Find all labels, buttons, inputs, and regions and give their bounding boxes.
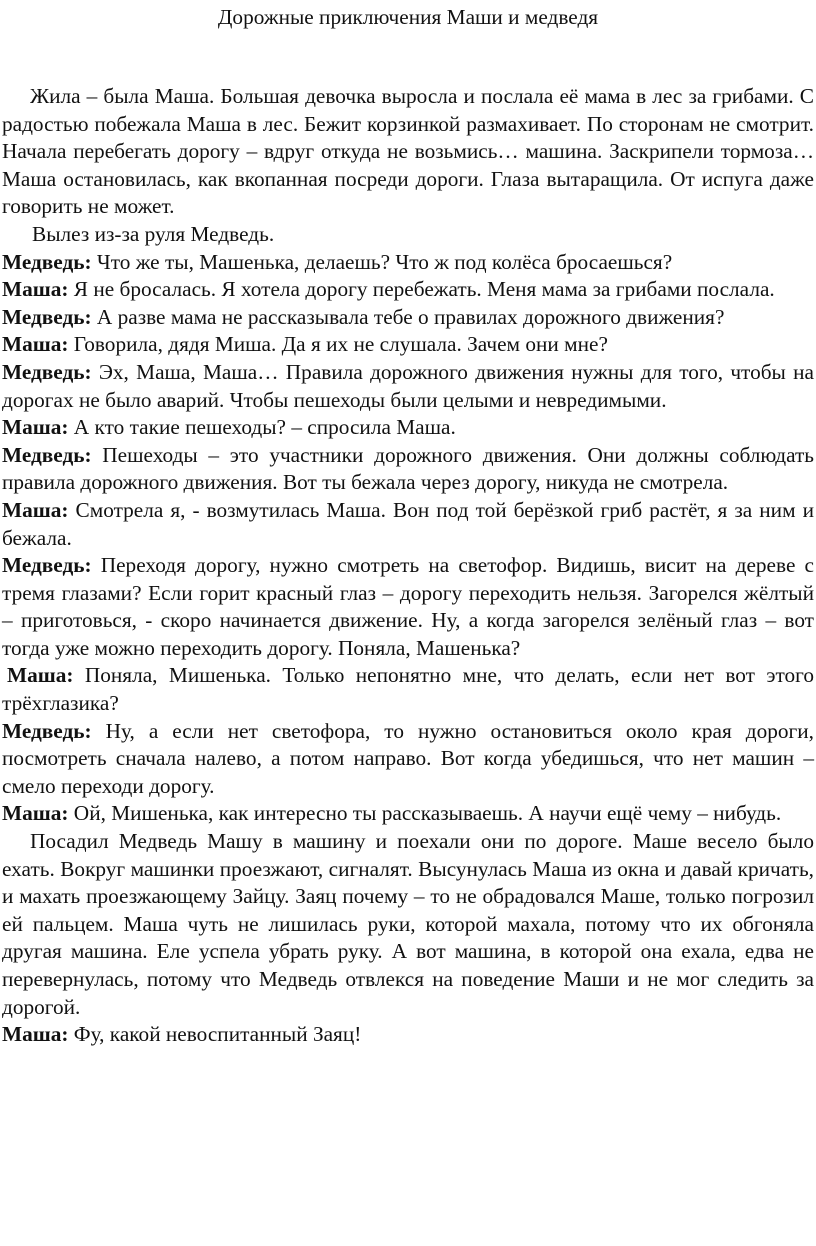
dialogue-text: Переходя дорогу, нужно смотреть на светофор. Видишь, висит на дереве с тремя глазами? Если горит красный глаз – дорогу переходить нельзя. Загорелся жёлтый – приготовься, - скоро начинается движение. Ну, а когда загорелся зелёный глаз – вот тогда уже можно переходить дорогу. Поняла, Машенька?	[2, 553, 814, 660]
speaker-label: Маша:	[2, 415, 69, 440]
dialogue-line	[2, 304, 814, 332]
speaker-label: Медведь:	[2, 249, 92, 274]
dialogue-text: Пешеходы – это участники дорожного движения. Они должны соблюдать правила дорожного движения. Вот ты бежала через дорогу, никуда не смотрела.	[2, 442, 814, 495]
dialogue-line	[2, 497, 814, 552]
dialogue-text: Говорила, дядя Миша. Да я их не слушала. Зачем они мне?	[68, 332, 608, 357]
dialogue-text: Что же ты, Машенька, делаешь? Что ж под колёса бросаешься?	[91, 249, 673, 274]
dialogue-line	[2, 331, 814, 359]
dialogue-line	[2, 1021, 814, 1049]
paragraph-ride	[2, 828, 814, 1021]
speaker-label: Маша:	[2, 1022, 69, 1047]
speaker-label: Маша:	[7, 663, 74, 688]
dialogue-text: А кто такие пешеходы? – спросила Маша.	[68, 415, 456, 440]
title-spacer	[2, 31, 814, 83]
dialogue-line	[2, 442, 814, 497]
dialogue-text: Смотрела я, - возмутилась Маша. Вон под той берёзкой гриб растёт, я за ним и бежала.	[2, 497, 814, 550]
paragraph-bear-appears	[2, 221, 814, 249]
dialogue-text: Ой, Мишенька, как интересно ты рассказываешь. А научи ещё чему – нибудь.	[68, 801, 782, 826]
speaker-label: Медведь:	[2, 442, 92, 467]
dialogue-text: Эх, Маша, Маша… Правила дорожного движения нужны для того, чтобы на дорогах не было аварий. Чтобы пешеходы были целыми и невредимыми.	[2, 359, 814, 412]
dialogue-line	[2, 800, 814, 828]
speaker-label: Медведь:	[2, 718, 92, 743]
paragraph-text: Посадил Медведь Машу в машину и поехали они по дороге. Маше весело было ехать. Вокруг машинки проезжают, сигналят. Высунулась Маша из окна и давай кричать, и махать проезжающему Зайцу. Заяц почему – то не обрадовался Маше, только погрозил ей пальцем. Маша чуть не лишилась руки, которой махала, потому что их обгоняла другая машина. Еле успела убрать руку. А вот машина, в которой она ехала, едва не перевернулась, потому что Медведь отвлекся на поведение Маши и не мог следить за дорогой.	[2, 829, 814, 1019]
dialogue-line	[2, 414, 814, 442]
speaker-label: Маша:	[2, 497, 69, 522]
paragraph-intro	[2, 83, 814, 221]
dialogue-line	[2, 718, 814, 801]
dialogue-text: Я не бросалась. Я хотела дорогу перебежать. Меня мама за грибами послала.	[68, 277, 775, 302]
dialogue-line	[2, 276, 814, 304]
dialogue-line	[2, 359, 814, 414]
speaker-label: Маша:	[2, 332, 69, 357]
document-title: Дорожные приключения Маши и медведя	[217, 5, 599, 29]
speaker-label: Медведь:	[2, 359, 92, 384]
dialogue-text: Ну, а если нет светофора, то нужно остановиться около края дороги, посмотреть сначала налево, а потом направо. Вот когда убедишься, что нет машин – смело переходи дорогу.	[2, 718, 814, 798]
paragraph-text: Вылез из-за руля Медведь.	[32, 221, 275, 246]
dialogue-line	[2, 249, 814, 277]
speaker-label: Маша:	[2, 277, 69, 302]
speaker-label: Медведь:	[2, 304, 92, 329]
dialogue-text: А разве мама не рассказывала тебе о правилах дорожного движения?	[91, 304, 725, 329]
dialogue-text: Фу, какой невоспитанный Заяц!	[68, 1022, 362, 1047]
speaker-label: Маша:	[2, 801, 69, 826]
dialogue-line	[2, 552, 814, 662]
paragraph-text: Жила – была Маша. Большая девочка выросла и послала её мама в лес за грибами. С радостью побежала Маша в лес. Бежит корзинкой размахивает. По сторонам не смотрит. Начала перебегать дорогу – вдруг откуда не возьмись… машина. Заскрипели тормоза… Маша остановилась, как вкопанная посреди дороги. Глаза вытаращила. От испуга даже говорить не может.	[2, 84, 814, 219]
dialogue-line	[2, 662, 814, 717]
speaker-label: Медведь:	[2, 553, 92, 578]
dialogue-text: Поняла, Мишенька. Только непонятно мне, что делать, если нет вот этого трёхглазика?	[2, 663, 814, 716]
